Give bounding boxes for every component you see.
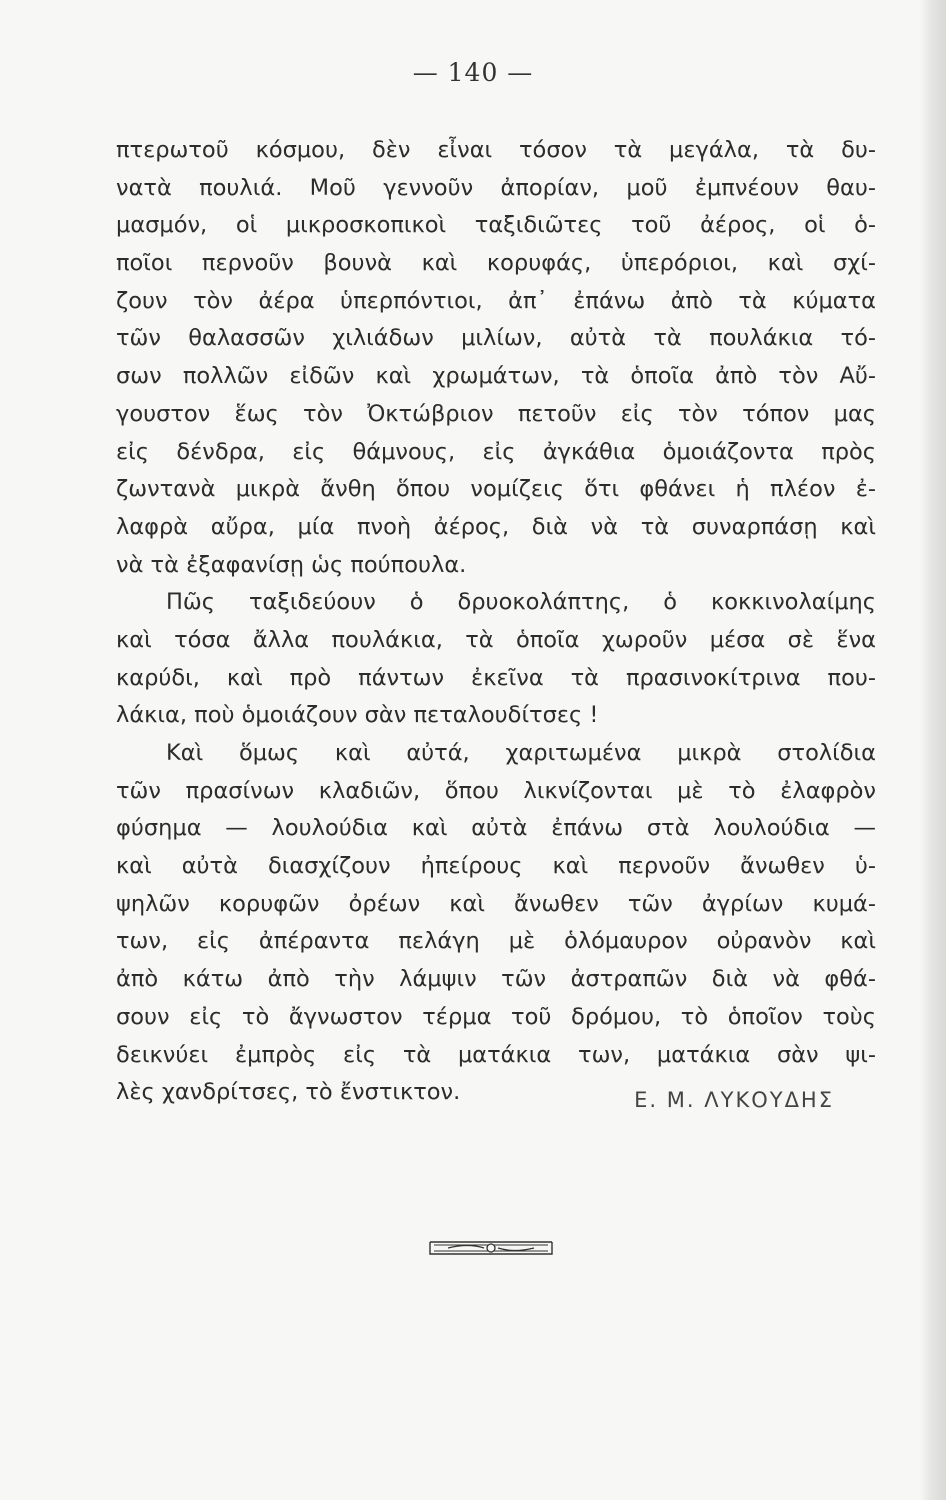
text-line: δεικνύει ἐμπρὸς εἰς τὰ ματάκια των, ματάκια σὰν ψι- bbox=[116, 1041, 876, 1068]
text-line: ἀπὸ κάτω ἀπὸ τὴν λάμψιν τῶν ἀστραπῶν διὰ νὰ φθά- bbox=[116, 966, 876, 993]
paragraph-start-line: Καὶ ὅμως καὶ αὐτά, χαριτωμένα μικρὰ στολίδια bbox=[166, 740, 876, 766]
text-line: μασμόν, οἱ μικροσκοπικοὶ ταξιδιῶτες τοῦ ἀέρος, οἱ ὁ- bbox=[116, 212, 876, 239]
text-line: ποῖοι περνοῦν βουνὰ καὶ κορυφάς, ὑπερόριοι, καὶ σχί- bbox=[116, 250, 876, 277]
text-line: καρύδι, καὶ πρὸ πάντων ἐκεῖνα τὰ πρασινοκίτρινα που- bbox=[116, 664, 876, 691]
text-line: ψηλῶν κορυφῶν ὀρέων καὶ ἄνωθεν τῶν ἀγρίων κυμά- bbox=[116, 890, 876, 917]
paragraph-start-line: Πῶς ταξιδεύουν ὁ δρυοκολάπτης, ὁ κοκκινολαίμης bbox=[166, 589, 876, 616]
text-line: σουν εἰς τὸ ἄγνωστον τέρμα τοῦ δρόμου, τὸ ὁποῖον τοὺς bbox=[116, 1003, 876, 1030]
text-line: νὰ τὰ ἐξαφανίσῃ ὡς πούπουλα. bbox=[116, 551, 467, 578]
text-line: τῶν θαλασσῶν χιλιάδων μιλίων, αὐτὰ τὰ πουλάκια τό- bbox=[116, 325, 876, 352]
page-number: — 140 — bbox=[412, 58, 534, 87]
text-line: σων πολλῶν εἰδῶν καὶ χρωμάτων, τὰ ὁποῖα ἀπὸ τὸν Αὔ- bbox=[116, 363, 876, 390]
page-edge-shadow bbox=[920, 0, 946, 1500]
text-line: λάκια, ποὺ ὁμοιάζουν σὰν πεταλουδίτσες ! bbox=[116, 702, 599, 729]
text-line: καὶ τόσα ἄλλα πουλάκια, τὰ ὁποῖα χωροῦν μέσα σὲ ἕνα bbox=[116, 626, 876, 653]
text-line: εἰς δένδρα, εἰς θάμνους, εἰς ἀγκάθια ὁμοιάζοντα πρὸς bbox=[116, 438, 876, 465]
text-line: πτερωτοῦ κόσμου, δὲν εἶναι τόσον τὰ μεγάλα, τὰ δυ- bbox=[116, 137, 876, 163]
text-line: των, εἰς ἀπέραντα πελάγη μὲ ὁλόμαυρον οὐρανὸν καὶ bbox=[116, 928, 876, 955]
author-signature: Ε. Μ. ΛΥΚΟΥΔΗΣ bbox=[634, 1088, 834, 1112]
ornament-divider-icon bbox=[428, 1234, 554, 1262]
text-line: τῶν πρασίνων κλαδιῶν, ὅπου λικνίζονται μὲ τὸ ἐλαφρὸν bbox=[116, 777, 876, 804]
text-line: νατὰ πουλιά. Μοῦ γεννοῦν ἀπορίαν, μοῦ ἐμπνέουν θαυ- bbox=[116, 174, 876, 201]
text-line: φύσημα — λουλούδια καὶ αὐτὰ ἐπάνω στὰ λουλούδια — bbox=[116, 815, 876, 842]
text-line: λαφρὰ αὔρα, μία πνοὴ ἀέρος, διὰ νὰ τὰ συναρπάσῃ καὶ bbox=[116, 513, 876, 540]
text-line: ζωντανὰ μικρὰ ἄνθη ὅπου νομίζεις ὅτι φθάνει ἡ πλέον ἐ- bbox=[116, 476, 876, 503]
text-line: λὲς χανδρίτσες, τὸ ἔνστικτον. bbox=[116, 1079, 461, 1106]
text-line: ζουν τὸν ἀέρα ὑπερπόντιοι, ἀπ᾿ ἐπάνω ἀπὸ τὰ κύματα bbox=[116, 287, 876, 314]
body-text bbox=[116, 132, 876, 1112]
text-line: καὶ αὐτὰ διασχίζουν ἠπείρους καὶ περνοῦν ἄνωθεν ὑ- bbox=[116, 853, 876, 880]
text-line: γουστον ἕως τὸν Ὀκτώβριον πετοῦν εἰς τὸν τόπον μας bbox=[116, 400, 876, 427]
